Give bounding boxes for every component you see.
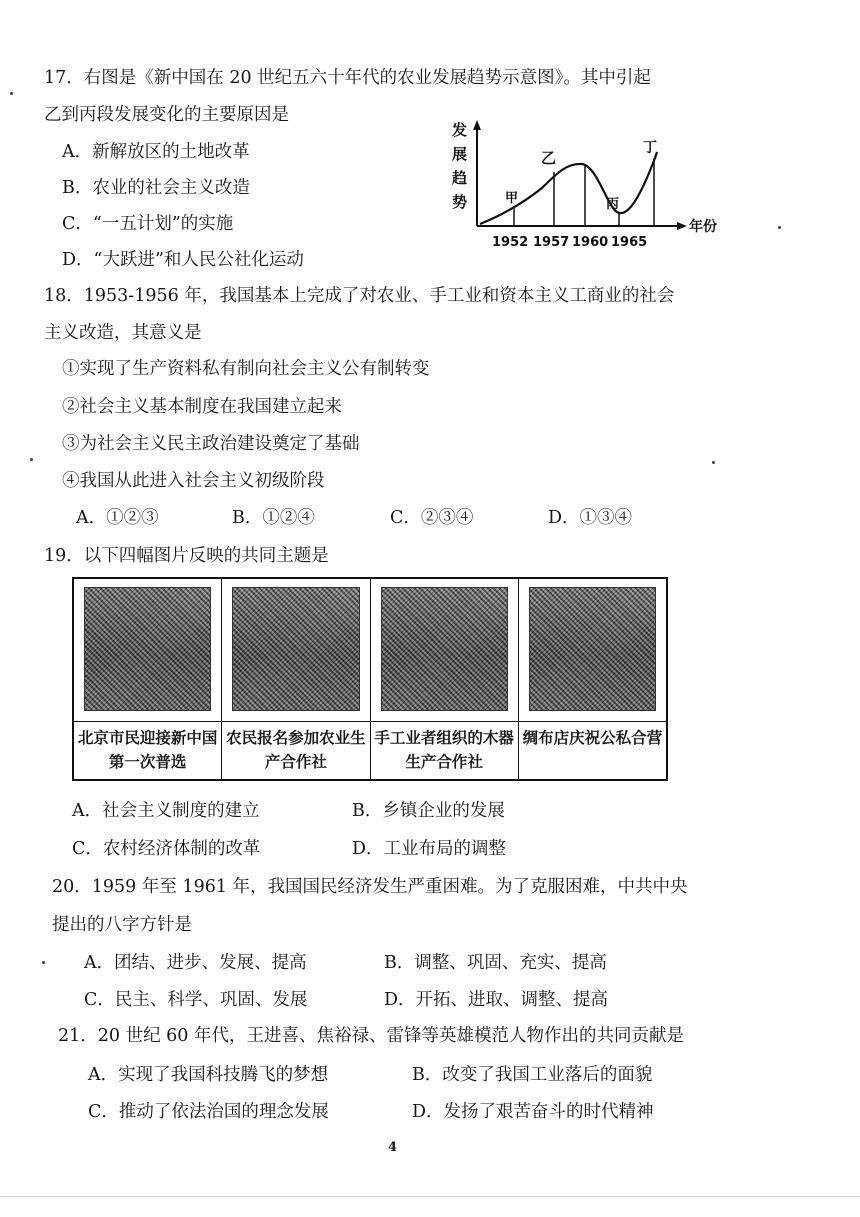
picture-table — [72, 577, 668, 781]
y-axis-arrow — [473, 120, 481, 130]
scan-speck — [712, 461, 715, 464]
caption-1-line2: 第一次普选 — [108, 753, 187, 771]
q18-statement-4: ④我国从此进入社会主义初级阶段 — [62, 471, 325, 491]
q21-option-c: C．推动了依法治国的理念发展 — [88, 1102, 329, 1122]
q17-option-a: A．新解放区的土地改革 — [62, 142, 250, 162]
y-label-char-2: 展 — [452, 145, 468, 163]
caption-2-line1: 农民报名参加农业生 — [226, 729, 366, 747]
x-axis-arrow — [677, 222, 687, 230]
bottom-rule — [0, 1196, 860, 1197]
y-label-char-4: 势 — [452, 193, 468, 211]
photo-woodwork-cooperative — [381, 587, 508, 711]
caption-1 — [74, 721, 221, 779]
tick-1965: 1965 — [611, 235, 648, 250]
q20-option-a: A．团结、进步、发展、提高 — [84, 953, 307, 973]
q19-option-a: A．社会主义制度的建立 — [72, 801, 260, 821]
y-label-char-1: 发 — [452, 121, 468, 139]
q18-stem-line2: 主义改造，其意义是 — [44, 323, 202, 343]
page-number: 4 — [388, 1140, 398, 1155]
q18-option-a: A．①②③ — [76, 508, 159, 528]
point-label-bing: 丙 — [606, 197, 620, 212]
q21-stem: 21．20 世纪 60 年代，王进喜、焦裕禄、雷锋等英雄模范人物作出的共同贡献是 — [58, 1026, 684, 1046]
agriculture-trend-chart — [447, 118, 717, 253]
caption-4-line1: 绸布店庆祝公私合营 — [522, 729, 663, 747]
picture-cell-1 — [74, 579, 222, 779]
caption-2-line2: 产合作社 — [264, 753, 327, 771]
q20-option-b: B．调整、巩固、充实、提高 — [384, 953, 607, 973]
q18-option-d: D．①③④ — [548, 508, 633, 528]
point-label-ding: 丁 — [643, 140, 657, 156]
trend-line — [480, 152, 657, 224]
picture-cell-2 — [222, 579, 370, 779]
q17-stem-line1: 17．右图是《新中国在 20 世纪五六十年代的农业发展趋势示意图》。其中引起 — [44, 68, 651, 88]
photo-beijing-election — [84, 587, 211, 711]
picture-cell-3 — [371, 579, 519, 779]
photo-cloth-shop-celebration — [529, 587, 656, 711]
caption-3-line1: 手工业者组织的木器 — [374, 729, 514, 747]
caption-2 — [222, 721, 369, 779]
picture-cell-4 — [519, 579, 666, 779]
photo-farmers-cooperative — [232, 587, 359, 711]
scan-speck — [778, 226, 781, 229]
q21-option-a: A．实现了我国科技腾飞的梦想 — [88, 1065, 329, 1085]
q20-stem-line2: 提出的八字方针是 — [52, 915, 192, 935]
q17-option-c: C．“一五计划”的实施 — [62, 214, 234, 234]
q17-option-b: B．农业的社会主义改造 — [62, 178, 250, 198]
point-label-yi: 乙 — [541, 149, 557, 167]
q20-option-d: D．开拓、进取、调整、提高 — [384, 990, 609, 1010]
caption-3-line2: 生产合作社 — [405, 753, 483, 771]
y-label-char-3: 趋 — [452, 169, 468, 187]
q20-stem-line1: 20．1959 年至 1961 年，我国国民经济发生严重困难。为了克服困难，中共中央 — [52, 877, 688, 897]
tick-1960: 1960 — [572, 235, 609, 250]
caption-1-line1: 北京市民迎接新中国 — [77, 729, 218, 747]
tick-1957: 1957 — [533, 235, 570, 250]
x-axis-label: 年份 — [689, 219, 717, 235]
q19-option-b: B．乡镇企业的发展 — [352, 801, 505, 821]
q19-option-d: D．工业布局的调整 — [352, 839, 507, 859]
scan-speck — [42, 961, 45, 964]
q18-statement-3: ③为社会主义民主政治建设奠定了基础 — [62, 434, 360, 454]
caption-3 — [371, 721, 518, 779]
q18-option-b: B．①②④ — [232, 508, 315, 528]
q17-option-d: D．“大跃进”和人民公社化运动 — [62, 250, 304, 270]
scan-speck — [10, 92, 13, 95]
y-axis-label — [451, 121, 467, 211]
q18-option-c: C．②③④ — [390, 508, 474, 528]
q19-stem: 19．以下四幅图片反映的共同主题是 — [44, 546, 329, 566]
scan-speck — [30, 458, 33, 461]
q18-stem-line1: 18．1953-1956 年，我国基本上完成了对农业、手工业和资本主义工商业的社会 — [44, 286, 675, 306]
point-label-jia: 甲 — [505, 191, 519, 206]
q17-stem-line2: 乙到丙段发展变化的主要原因是 — [44, 105, 289, 125]
q21-option-b: B．改变了我国工业落后的面貌 — [412, 1065, 653, 1085]
q21-option-d: D．发扬了艰苦奋斗的时代精神 — [412, 1102, 654, 1122]
q18-statement-2: ②社会主义基本制度在我国建立起来 — [62, 397, 342, 417]
tick-1952: 1952 — [492, 235, 529, 250]
q20-option-c: C．民主、科学、巩固、发展 — [84, 990, 308, 1010]
q18-statement-1: ①实现了生产资料私有制向社会主义公有制转变 — [62, 359, 430, 379]
q19-option-c: C．农村经济体制的改革 — [72, 839, 261, 859]
caption-4 — [519, 721, 666, 779]
